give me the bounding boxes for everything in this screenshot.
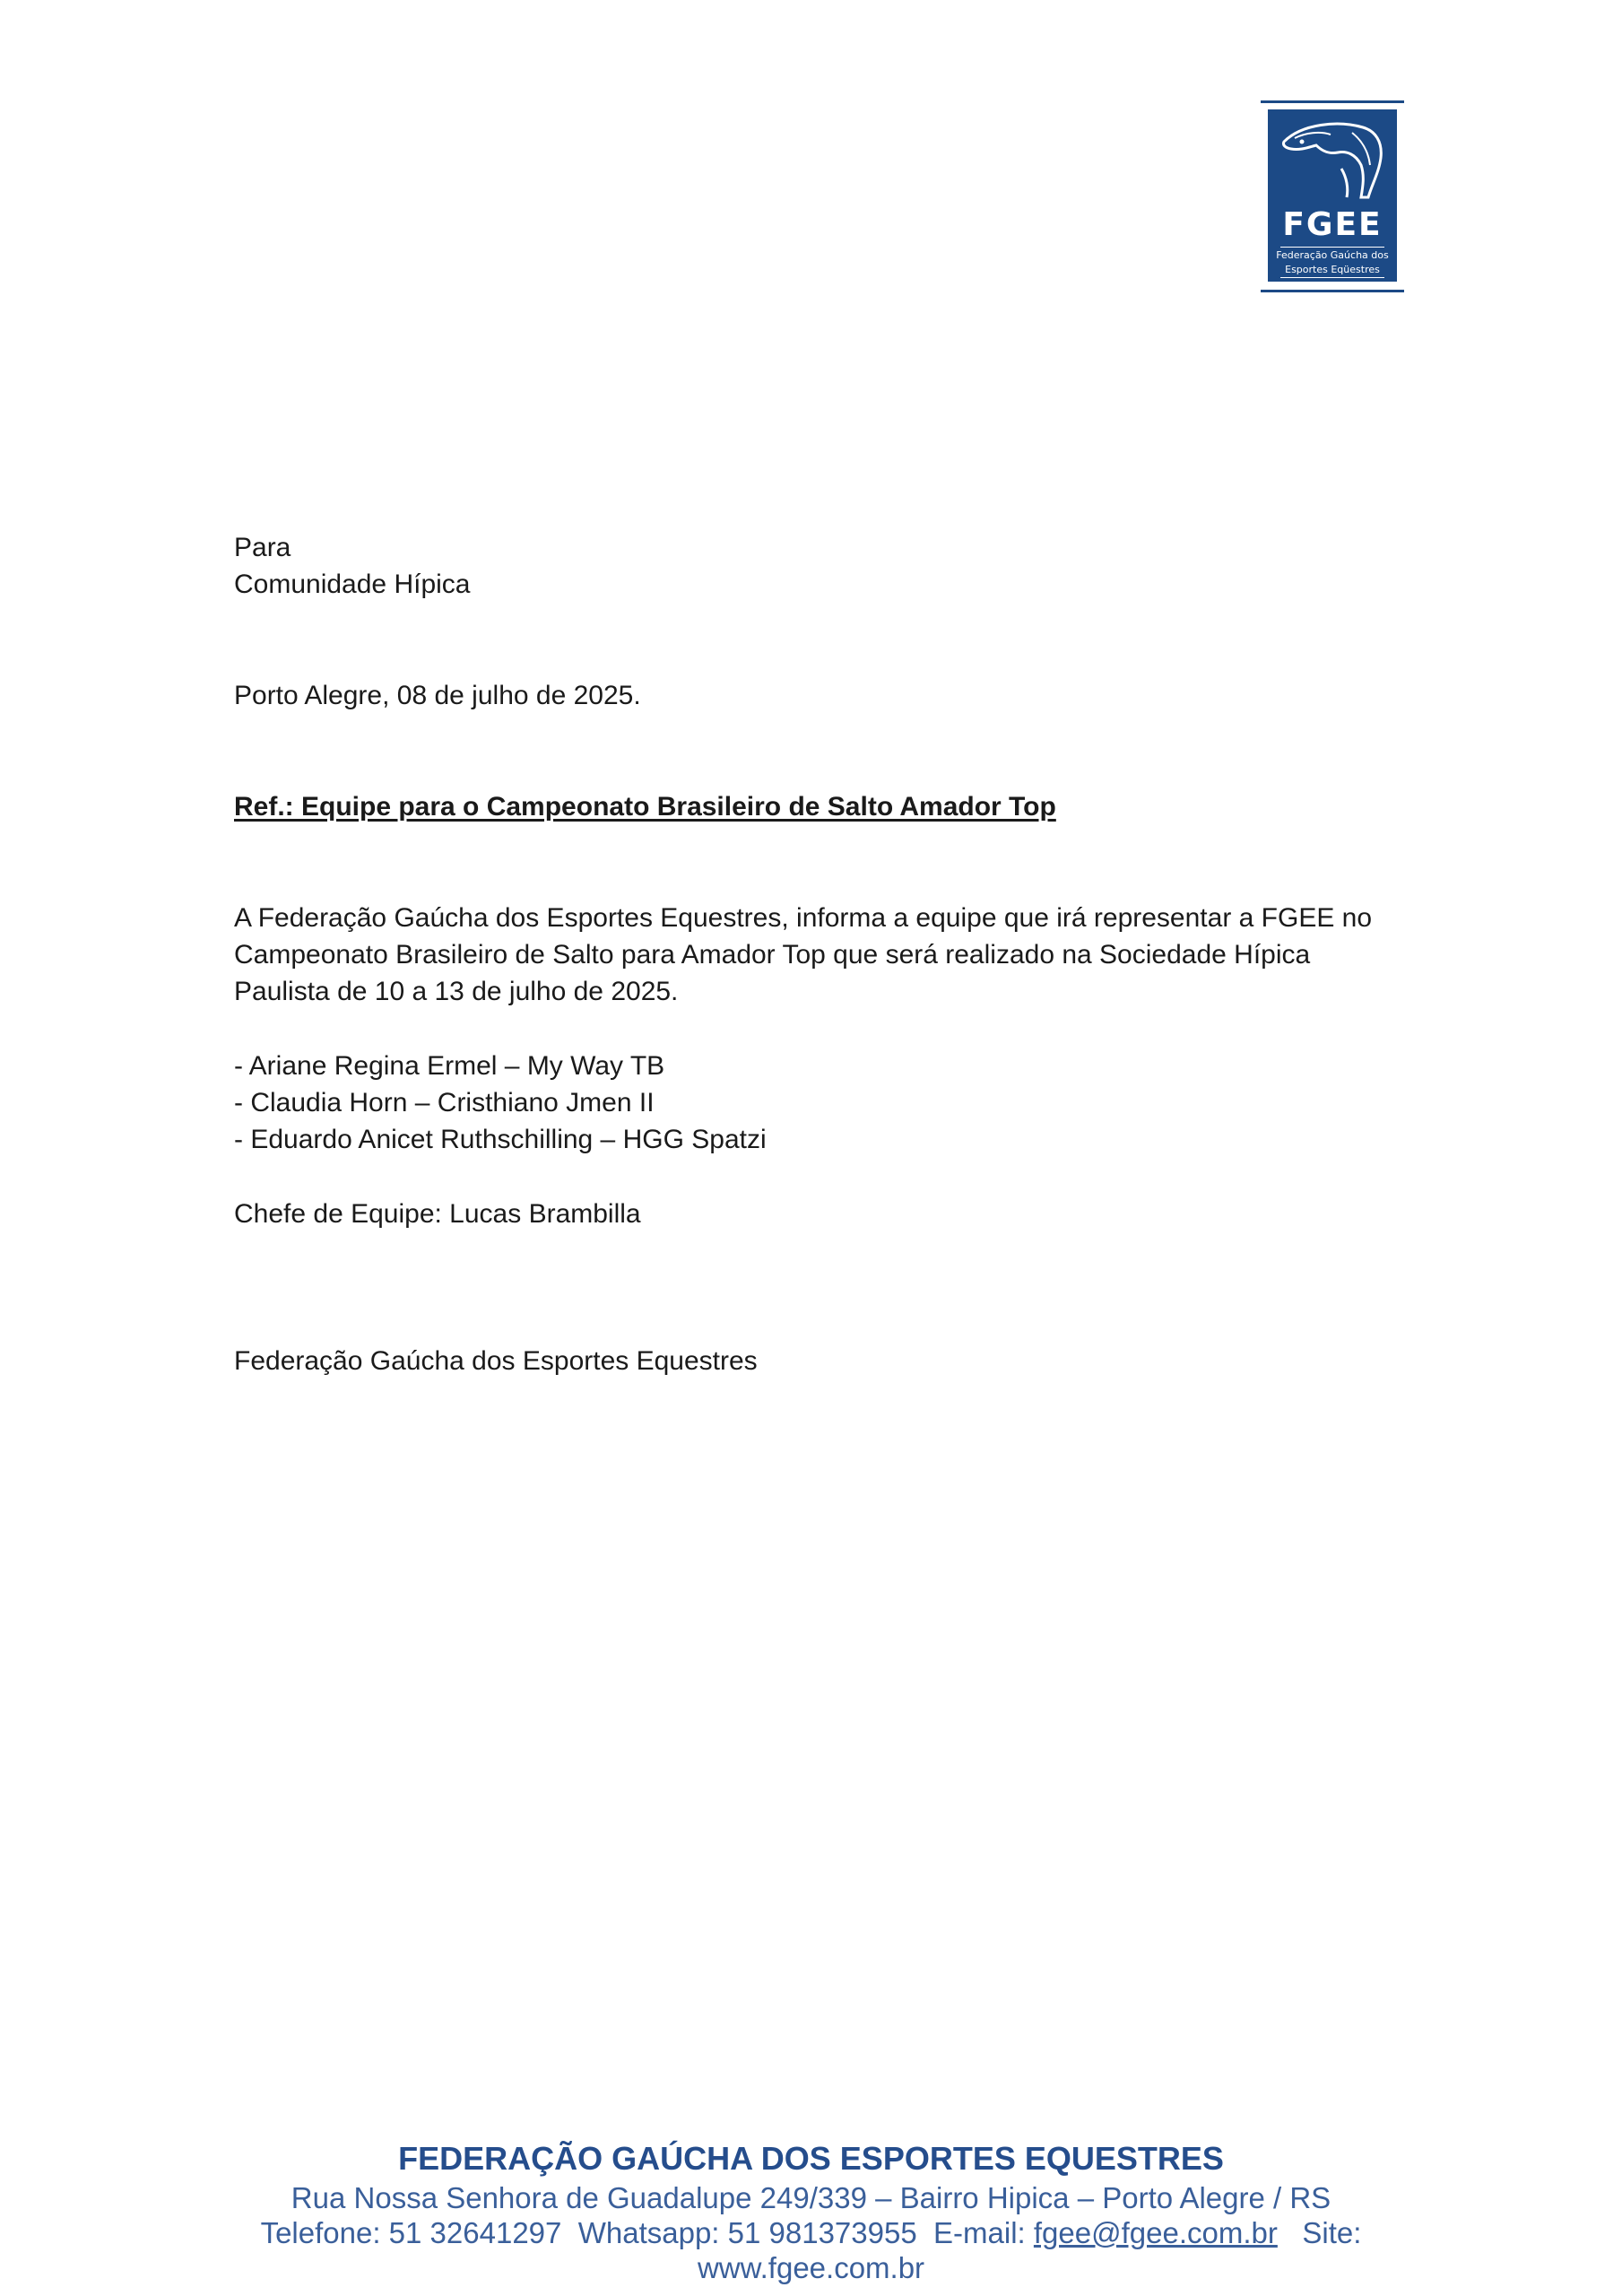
paragraph-line2: Campeonato Brasileiro de Salto para Amador Top que será realizado na Sociedade Hípica (234, 940, 1311, 970)
date-line: Porto Alegre, 08 de julho de 2025. (234, 681, 641, 710)
footer-contact (0, 2216, 1622, 2250)
footer-title: FEDERAÇÃO GAÚCHA DOS ESPORTES EQUESTRES (398, 2140, 1224, 2177)
team-member: - Claudia Horn – Cristhiano Jmen II (234, 1088, 655, 1118)
logo-top-rule (1261, 100, 1404, 103)
footer-site-link[interactable]: www.fgee.com.br (697, 2251, 925, 2284)
logo-panel (1268, 109, 1397, 282)
logo-divider (1280, 277, 1384, 278)
logo-subtitle-line2: Esportes Eqüestres (1285, 264, 1380, 275)
reference-heading: Ref.: Equipe para o Campeonato Brasileiro de Salto Amador Top (234, 792, 1056, 822)
logo-divider (1280, 247, 1384, 248)
signature: Federação Gaúcha dos Esportes Equestres (234, 1346, 758, 1376)
logo-bottom-rule (1261, 290, 1404, 292)
paragraph-line3: Paulista de 10 a 13 de julho de 2025. (234, 977, 679, 1006)
footer-site-label: Site: (1277, 2216, 1362, 2249)
team-member: - Eduardo Anicet Ruthschilling – HGG Spatzi (234, 1125, 767, 1154)
logo-subtitle-line1: Federação Gaúcha dos (1276, 249, 1389, 261)
team-chief: Chefe de Equipe: Lucas Brambilla (234, 1199, 641, 1229)
recipient-line2: Comunidade Hípica (234, 570, 471, 599)
fgee-logo (1261, 100, 1404, 292)
footer-address: Rua Nossa Senhora de Guadalupe 249/339 – Bairro Hipica – Porto Alegre / RS (291, 2181, 1331, 2214)
footer-contact-text: Telefone: 51 32641297 Whatsapp: 51 981373955 E-mail: (260, 2216, 1034, 2249)
recipient-line1: Para (234, 533, 291, 562)
footer-email-link[interactable]: fgee@fgee.com.br (1033, 2216, 1278, 2249)
paragraph-line1: A Federação Gaúcha dos Esportes Equestres, informa a equipe que irá representar a FGEE no (234, 903, 1373, 933)
horse-head-icon (1275, 115, 1390, 204)
team-member: - Ariane Regina Ermel – My Way TB (234, 1051, 665, 1081)
logo-acronym: FGEE (1282, 206, 1383, 243)
